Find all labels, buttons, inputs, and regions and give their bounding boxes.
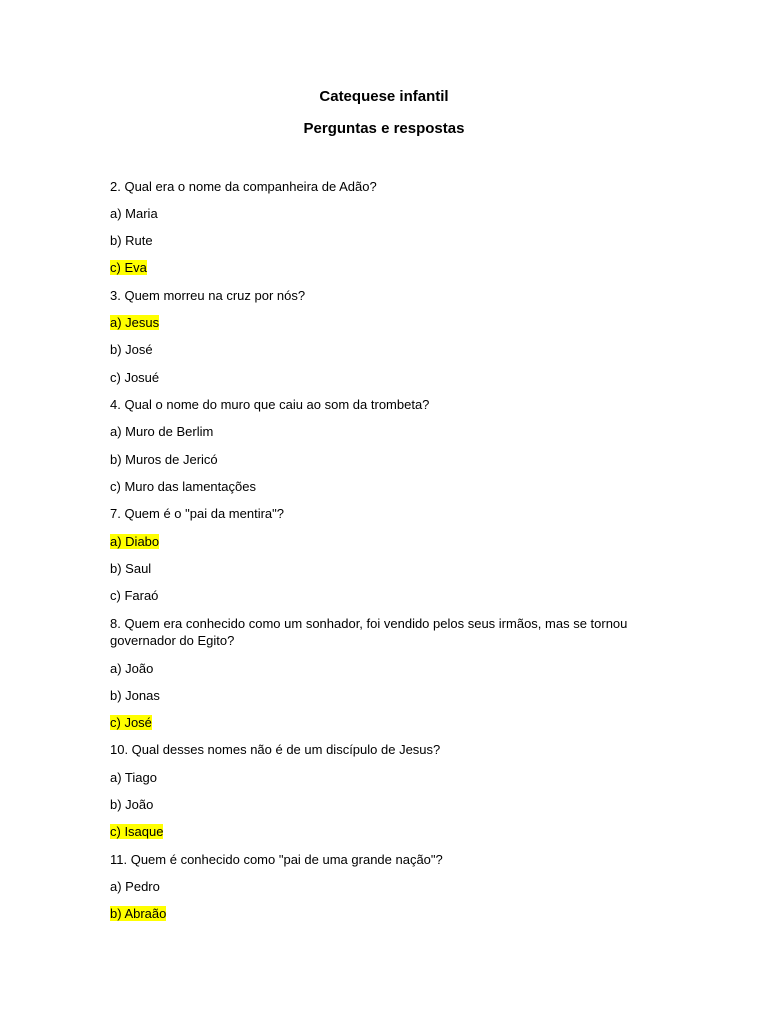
- question-text: 3. Quem morreu na cruz por nós?: [110, 288, 306, 303]
- answer-option: [110, 587, 640, 604]
- answer-option-text-highlighted: a) Diabo: [110, 534, 160, 549]
- answer-option: [110, 533, 640, 550]
- answer-option-text-highlighted: c) Isaque: [110, 824, 164, 839]
- question-text: 11. Quem é conhecido como "pai de uma grande nação"?: [110, 852, 443, 867]
- answer-option: [110, 714, 640, 731]
- answer-option-text: b) Muros de Jericó: [110, 452, 218, 467]
- document-title: Catequese infantil: [319, 88, 449, 105]
- answer-option-text: c) Josué: [110, 370, 160, 385]
- answer-option: [110, 451, 640, 468]
- answer-option: [110, 823, 640, 840]
- answer-option-text: b) João: [110, 797, 154, 812]
- answer-option-text: b) José: [110, 342, 153, 357]
- answer-option: [110, 341, 640, 358]
- answer-option: [110, 905, 640, 922]
- answer-option-text: a) Tiago: [110, 770, 157, 785]
- answer-option: [110, 796, 640, 813]
- answer-option-text-highlighted: c) José: [110, 715, 152, 730]
- answer-option-text: a) Pedro: [110, 879, 160, 894]
- answer-option-text: a) João: [110, 661, 154, 676]
- question-text: 2. Qual era o nome da companheira de Adão?: [110, 179, 377, 194]
- answer-option-text: b) Jonas: [110, 688, 160, 703]
- answer-option: [110, 259, 640, 276]
- answer-option: [110, 478, 640, 495]
- answer-option: [110, 423, 640, 440]
- answer-option-text: c) Muro das lamentações: [110, 479, 256, 494]
- answer-option: [110, 205, 640, 222]
- question-text: 4. Qual o nome do muro que caiu ao som da trombeta?: [110, 397, 430, 412]
- document-subtitle: Perguntas e respostas: [303, 120, 465, 137]
- answer-option: [110, 660, 640, 677]
- answer-option-text: a) Maria: [110, 206, 158, 221]
- answer-option: [110, 560, 640, 577]
- answer-option: [110, 314, 640, 331]
- answer-option-text-highlighted: a) Jesus: [110, 315, 160, 330]
- answer-option: [110, 687, 640, 704]
- answer-option: [110, 369, 640, 386]
- answer-option-text-highlighted: b) Abraão: [110, 906, 167, 921]
- answer-option: [110, 232, 640, 249]
- question-text: 7. Quem é o "pai da mentira"?: [110, 506, 284, 521]
- answer-option-text: c) Faraó: [110, 588, 159, 603]
- question-text: 10. Qual desses nomes não é de um discípulo de Jesus?: [110, 742, 441, 757]
- answer-option: [110, 769, 640, 786]
- answer-option-text: b) Saul: [110, 561, 152, 576]
- answer-option-text: a) Muro de Berlim: [110, 424, 214, 439]
- answer-option-text-highlighted: c) Eva: [110, 260, 147, 275]
- question-text: 8. Quem era conhecido como um sonhador, foi vendido pelos seus irmãos, mas se tornou governador do Egito?: [110, 616, 628, 648]
- answer-option: [110, 878, 640, 895]
- answer-option-text: b) Rute: [110, 233, 153, 248]
